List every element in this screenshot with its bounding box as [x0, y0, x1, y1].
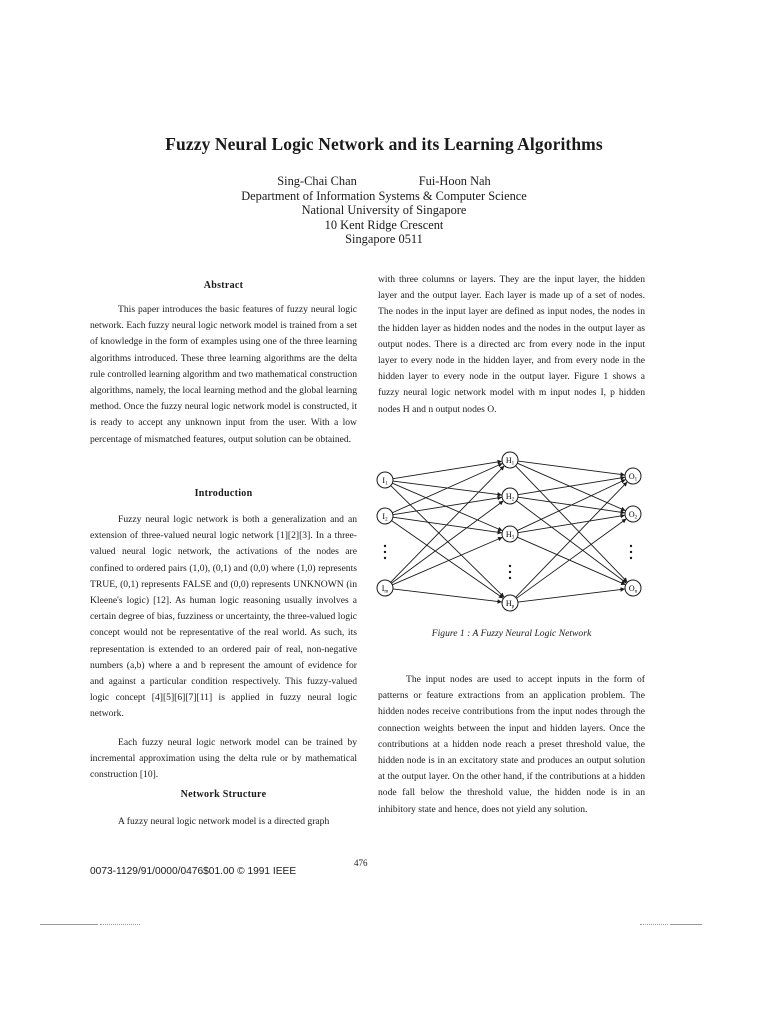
abstract-heading: Abstract: [203, 280, 244, 291]
page-number: 476: [354, 858, 368, 868]
author-names: [0, 174, 768, 189]
output-node-label: O2: [628, 510, 638, 521]
connection-arc: [393, 461, 502, 478]
connection-arc: [393, 517, 502, 533]
affiliation-department: Department of Information Systems & Computer Science: [241, 188, 527, 203]
affiliation-city: Singapore 0511: [345, 232, 423, 247]
network-structure-paragraph-1-cont: with three columns or layers. They are the input layer, the hidden layer and the output layer. Each layer is made up of a set of nodes. The nodes in the input layer are defined as input nodes, the nodes in the hidden layer as hidden nodes and the nodes in the output layer as output nodes. There is a directed arc from every node in the input layer to every node in the hidden layer, and from every node in the hidden layer to every node in the output layer. Figure 1 shows a fuzzy neural logic network model with m input nodes I, p hidden nodes H and n output nodes O.: [378, 274, 645, 415]
hidden-node-label: H2: [505, 492, 515, 503]
connection-arc: [518, 477, 625, 494]
hidden-node-label: H3: [505, 530, 515, 541]
connection-arc: [517, 537, 625, 584]
output-ellipsis-dot: [630, 557, 632, 559]
input-ellipsis-dot: [384, 545, 386, 547]
input-node: [377, 580, 393, 596]
network-nodes: [377, 452, 641, 611]
hidden-ellipsis-dot: [509, 571, 511, 573]
hidden-ellipsis-dot: [509, 577, 511, 579]
connection-arc: [516, 519, 626, 598]
input-ellipsis-dot: [384, 551, 386, 553]
input-node-label: I1: [382, 476, 388, 487]
scan-artifact-dots: [100, 924, 140, 926]
introduction-body: [90, 512, 357, 783]
connection-arc: [392, 483, 502, 530]
affiliation-university: National University of Singapore: [301, 203, 467, 218]
input-node-label: Im: [381, 584, 389, 595]
output-ellipsis-dot: [630, 545, 632, 547]
introduction-heading: Introduction: [194, 488, 253, 499]
introduction-paragraph-1: Fuzzy neural logic network is both a generalization and an extension of three-valued neural logic network [1][2][3]. In a three-valued neural logic network, the activations of the nodes are confined to ordered pairs (1,0), (0,1) and (0,0) where (1,0) represents TRUE, (0,1) represents FALSE and (0,0) represents UNKNOWN (in Kleene's logic) [12]. As human logic reasoning usually involves a certain degree of bias, fuzziness or uncertainty, the three-valued logic concept would not be representative of the real world. As such, its representation is extended to an ordered pair of real, non-negative numbers (a,b) where a and b represent the amount of evidence for and against a particular condition respectively. This fuzzy-valued logic concept [4][5][6][7][11] is applied in fuzzy neural logic network.: [90, 514, 357, 720]
paper-title: Fuzzy Neural Logic Network and its Learning Algorithms: [165, 134, 603, 154]
connection-arc: [393, 497, 502, 514]
connection-arc: [392, 463, 502, 512]
output-node-label: On: [628, 584, 638, 595]
network-structure-paragraph-1-start: A fuzzy neural logic network model is a directed graph: [118, 816, 330, 827]
connection-arc: [392, 537, 502, 584]
figure-caption: Figure 1 : A Fuzzy Neural Logic Network: [431, 628, 592, 639]
network-structure-paragraph-2-block: [378, 672, 645, 818]
connection-arc: [391, 486, 504, 597]
input-ellipsis-dot: [384, 557, 386, 559]
connection-arc: [392, 521, 503, 599]
copyright-notice: 0073-1129/91/0000/0476$01.00 © 1991 IEEE: [90, 866, 297, 877]
author-2: Fui-Hoon Nah: [418, 174, 491, 188]
connection-arc: [391, 501, 503, 583]
hidden-node: [502, 595, 518, 611]
hidden-node-label: Hp: [505, 599, 515, 610]
scan-artifact-line: [40, 924, 98, 925]
connection-arc: [516, 501, 626, 583]
scan-artifact-line: [670, 924, 702, 925]
output-node: [625, 506, 641, 522]
network-structure-heading: Network Structure: [180, 789, 267, 800]
abstract-text: This paper introduces the basic features of fuzzy neural logic network. Each fuzzy neural logic network model is trained from a set of knowledge in the form of examples using one of the three learning algorithms introduced. These three learning algorithms are the delta rule controlled learning algorithm and two mathematical construction algorithms, namely, the local learning method and the global learning method. Once the fuzzy neural logic network model is constructed, it is ready to accept any unknown input from the user. With a low percentage of mismatched features, output solution can be obtained.: [90, 304, 357, 445]
input-node: [377, 508, 393, 524]
network-structure-paragraph-2: The input nodes are used to accept inputs in the form of patterns or feature extractions from an application problem. The hidden nodes receive contributions from the input nodes through the connection weights between the input and hidden layers. Once the contributions at a hidden node reach a preset threshold value, the hidden node is in an excitatory state and produces an output solution at the output layer. On the other hand, if the contributions at a hidden node fall below the threshold value, the hidden node is in an inhibitory state and hence, does not yield any solution.: [378, 674, 645, 815]
affiliation-street: 10 Kent Ridge Crescent: [324, 217, 444, 232]
introduction-paragraph-2: Each fuzzy neural logic network model can be trained by incremental approximation using the delta rule or by mathematical construction [10].: [90, 736, 357, 781]
connection-arc: [518, 461, 625, 475]
author-block: [0, 174, 768, 247]
output-node: [625, 580, 641, 596]
input-node: [377, 472, 393, 488]
connection-arc: [518, 515, 625, 532]
network-structure-start: [90, 814, 357, 830]
hidden-node: [502, 452, 518, 468]
connection-arc: [518, 589, 625, 602]
output-node-label: O1: [628, 472, 638, 483]
fuzzy-neural-network-diagram: [372, 448, 658, 616]
output-ellipsis-dot: [630, 551, 632, 553]
hidden-node-label: H1: [505, 456, 515, 467]
hidden-ellipsis-dot: [509, 565, 511, 567]
author-1: Sing-Chai Chan: [277, 174, 357, 188]
hidden-node: [502, 488, 518, 504]
hidden-node: [502, 526, 518, 542]
connection-arc: [393, 589, 502, 602]
input-node-label: I2: [382, 512, 388, 523]
scan-artifact-dots: [640, 924, 668, 926]
output-node: [625, 468, 641, 484]
abstract-body: [90, 302, 357, 448]
network-structure-continued: [378, 272, 645, 418]
